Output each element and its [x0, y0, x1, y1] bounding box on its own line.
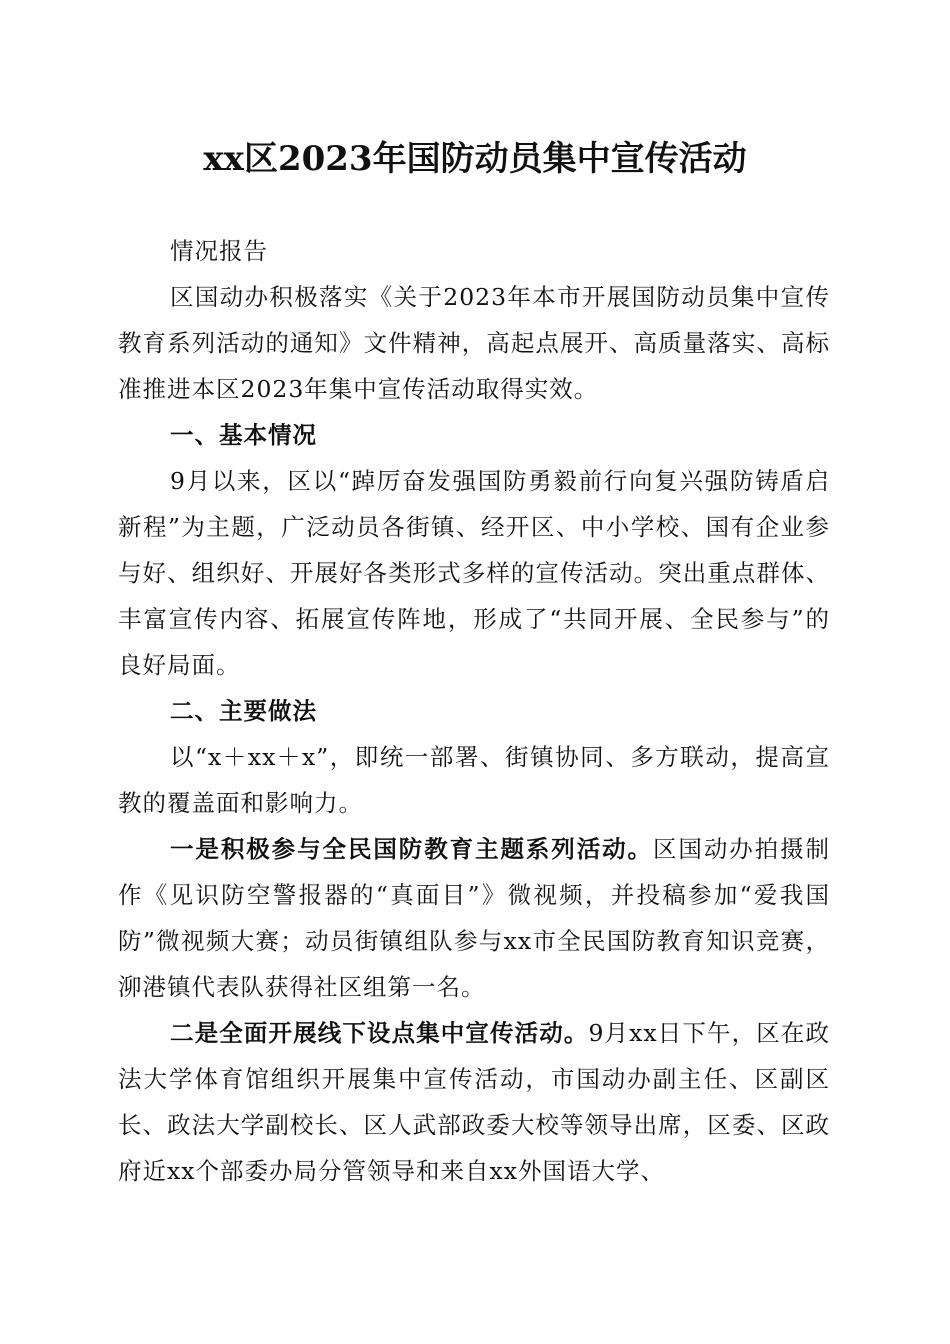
- method-item-2: [118, 1010, 830, 1194]
- method-item-2-text: 9月xx日下午，区在政法大学体育馆组织开展集中宣传活动，市国动办副主任、区副区长、政法大学副校长、区人武部政委大校等领导出席，区委、区政府近xx个部委办局分管领导和来自xx外国语大学、: [118, 1019, 830, 1185]
- basic-situation-paragraph: 9月以来，区以“踔厉奋发强国防勇毅前行向复兴强防铸盾启新程”为主题，广泛动员各街镇、经开区、中小学校、国有企业参与好、组织好、开展好各类形式多样的宣传活动。突出重点群体、丰富宣传内容、拓展宣传阵地，形成了“共同开展、全民参与”的良好局面。: [118, 467, 830, 679]
- method-item-1-text: 区国动办拍摄制作《见识防空警报器的“真面目”》微视频，并投稿参加“爱我国防”微视频大赛；动员街镇组队参与xx市全民国防教育知识竞赛，泖港镇代表队获得社区组第一名。: [118, 835, 831, 1001]
- document-body: [118, 228, 830, 1194]
- document-subtitle: 情况报告: [170, 237, 268, 265]
- section-heading-methods: 二、主要做法: [170, 697, 317, 725]
- document-title: xx区2023年国防动员集中宣传活动: [203, 139, 747, 179]
- method-item-1-lead: 一是积极参与全民国防教育主题系列活动。: [170, 835, 653, 863]
- intro-paragraph: 区国动办积极落实《关于2023年本市开展国防动员集中宣传教育系列活动的通知》文件精神，高起点展开、高质量落实、高标准推进本区2023年集中宣传活动取得实效。: [118, 283, 830, 403]
- methods-paragraph: 以“x＋xx＋x”，即统一部署、街镇协同、多方联动，提高宣教的覆盖面和影响力。: [118, 743, 830, 817]
- section-heading-basic: 一、基本情况: [170, 421, 317, 449]
- method-item-2-lead: 二是全面开展线下设点集中宣传活动。: [170, 1019, 589, 1047]
- method-item-1: [118, 826, 830, 1010]
